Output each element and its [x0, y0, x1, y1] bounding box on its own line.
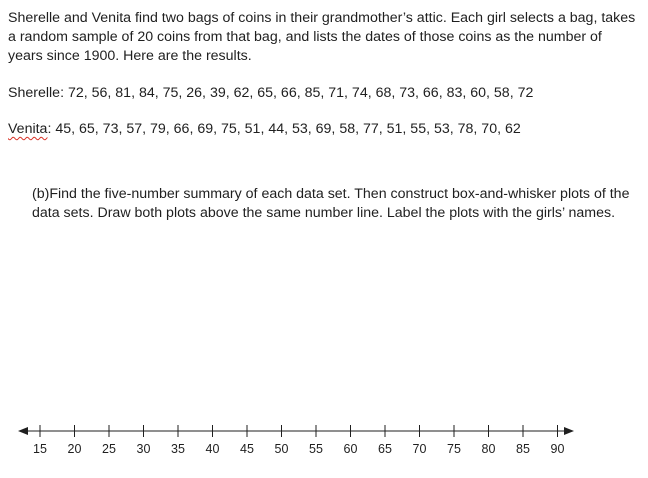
right-arrow-icon [564, 427, 574, 435]
tick-group [33, 425, 564, 456]
number-line [0, 415, 648, 460]
venita-name: Venita [8, 121, 48, 137]
tick-label: 50 [274, 442, 289, 456]
tick-label: 60 [343, 442, 358, 456]
question-b: (b)Find the five-number summary of each data set. Then construct box-and-whisker plots of the data sets. Draw both plots above the same number line. Label the plots with the girls’ names. [32, 186, 630, 221]
tick-label: 90 [550, 442, 565, 456]
tick-label: 55 [309, 442, 323, 456]
tick-label: 25 [102, 442, 116, 456]
tick-label: 85 [516, 442, 530, 456]
tick-label: 75 [447, 442, 461, 456]
problem-intro: Sherelle and Venita find two bags of coins in their grandmother’s attic. Each girl selects a bag, takes a random sample of 20 coins from that bag, and lists the dates of those coins as the number of years since 1900. Here are the results. [8, 10, 636, 64]
sherelle-values: 72, 56, 81, 84, 75, 26, 39, 62, 65, 66, 85, 71, 74, 68, 73, 66, 83, 60, 58, 72 [67, 85, 534, 101]
tick-label: 40 [205, 442, 220, 456]
tick-label: 15 [33, 442, 47, 456]
venita-values: 45, 65, 73, 57, 79, 66, 69, 75, 51, 44, 53, 69, 58, 77, 51, 55, 53, 78, 70, 62 [55, 121, 521, 137]
tick-label: 45 [240, 442, 254, 456]
tick-label: 65 [378, 442, 392, 456]
tick-label: 80 [481, 442, 496, 456]
left-arrow-icon [18, 427, 28, 435]
tick-label: 20 [67, 442, 82, 456]
tick-label: 30 [136, 442, 151, 456]
sherelle-data-line: Sherelle: 72, 56, 81, 84, 75, 26, 39, 62, 65, 66, 85, 71, 74, 68, 73, 66, 83, 60, 58, 72 [8, 85, 534, 101]
venita-data-line: Venita: 45, 65, 73, 57, 79, 66, 69, 75, 51, 44, 53, 69, 58, 77, 51, 55, 53, 78, 70, 62 [8, 121, 521, 137]
sherelle-name: Sherelle [8, 85, 61, 101]
tick-label: 70 [412, 442, 427, 456]
tick-label: 35 [171, 442, 185, 456]
